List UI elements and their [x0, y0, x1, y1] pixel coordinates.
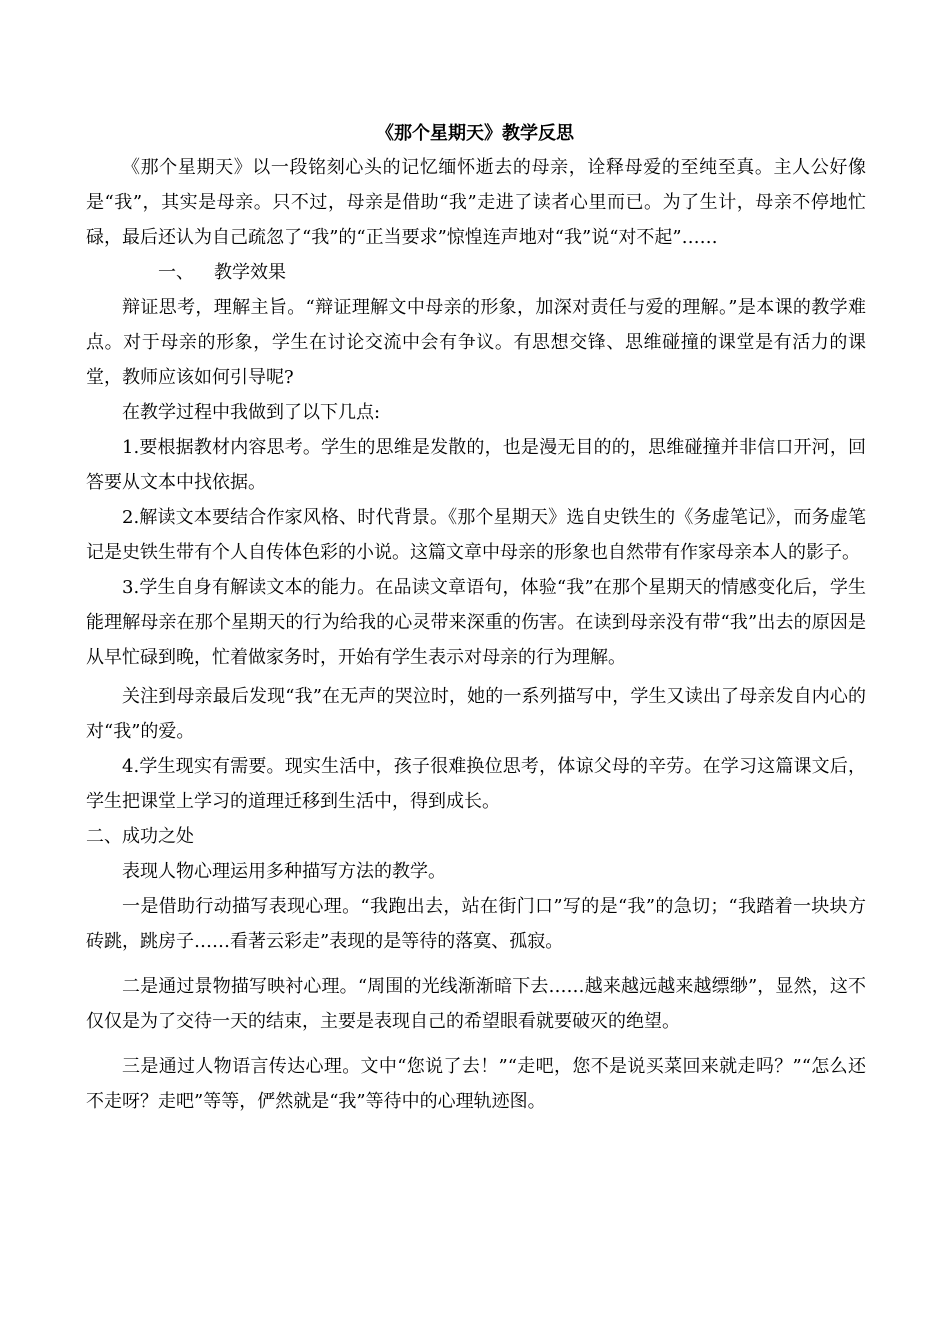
intro-paragraph: 《那个星期天》以一段铭刻心头的记忆缅怀逝去的母亲，诠释母爱的至纯至真。主人公好像是“我”，其实是母亲。只不过，母亲是借助“我”走进了读者心里而已。为了生计，母亲不停地忙碌，最后还认为自己疏忽了“我”的“正当要求”惊惶连声地对“我”说“对不起”……	[86, 157, 866, 248]
point-4: 4.学生现实有需要。现实生活中，孩子很难换位思考，体谅父母的辛劳。在学习这篇课文后，学生把课堂上学习的道理迁移到生活中，得到成长。	[86, 756, 866, 812]
point-3: 3.学生自身有解读文本的能力。在品读文章语句，体验“我”在那个星期天的情感变化后，学生能理解母亲在那个星期天的行为给我的心灵带来深重的伤害。在读到母亲没有带“我”出去的原因是从早忙碌到晚，忙着做家务时，开始有学生表示对母亲的行为理解。	[86, 577, 866, 668]
point-3-extra: 关注到母亲最后发现“我”在无声的哭泣时，她的一系列描写中，学生又读出了母亲发自内心的对“我”的爱。	[86, 686, 866, 742]
section-1-number: 一、	[158, 262, 194, 283]
point-2: 2.解读文本要结合作家风格、时代背景。《那个星期天》选自史铁生的《务虚笔记》，而务虚笔记是史铁生带有个人自传体色彩的小说。这篇文章中母亲的形象也自然带有作家母亲本人的影子。	[86, 507, 866, 563]
document-body	[86, 150, 866, 1119]
point-1: 1.要根据教材内容思考。学生的思维是发散的，也是漫无目的的，思维碰撞并非信口开河，回答要从文本中找依据。	[86, 437, 866, 493]
document-title: 《那个星期天》教学反思	[376, 123, 574, 144]
section-2-paragraph-1: 表现人物心理运用多种描写方法的教学。	[122, 861, 446, 882]
section-1-heading	[86, 255, 866, 290]
section-2-paragraph-2: 一是借助行动描写表现心理。“我跑出去，站在街门口”写的是“我”的急切；“我踏着一块块方砖跳，跳房子……看著云彩走”表现的是等待的落寞、孤寂。	[86, 896, 866, 952]
section-1-paragraph-2: 在教学过程中我做到了以下几点:	[122, 402, 381, 423]
section-1-paragraph-1: 辩证思考，理解主旨。“辩证理解文中母亲的形象，加深对责任与爱的理解。”是本课的教学难点。对于母亲的形象，学生在讨论交流中会有争议。有思想交锋、思维碰撞的课堂是有活力的课堂，教师应该如何引导呢?	[86, 297, 866, 388]
section-2-heading: 二、成功之处	[86, 826, 194, 847]
section-1-title: 教学效果	[214, 262, 286, 283]
section-2-paragraph-4: 三是通过人物语言传达心理。文中“您说了去！”“走吧，您不是说买菜回来就走吗？”“怎么还不走呀？走吧”等等，俨然就是“我”等待中的心理轨迹图。	[86, 1056, 866, 1112]
section-2-paragraph-3: 二是通过景物描写映衬心理。“周围的光线渐渐暗下去……越来越远越来越缥缈”，显然，这不仅仅是为了交待一天的结束，主要是表现自己的希望眼看就要破灭的绝望。	[86, 976, 866, 1032]
